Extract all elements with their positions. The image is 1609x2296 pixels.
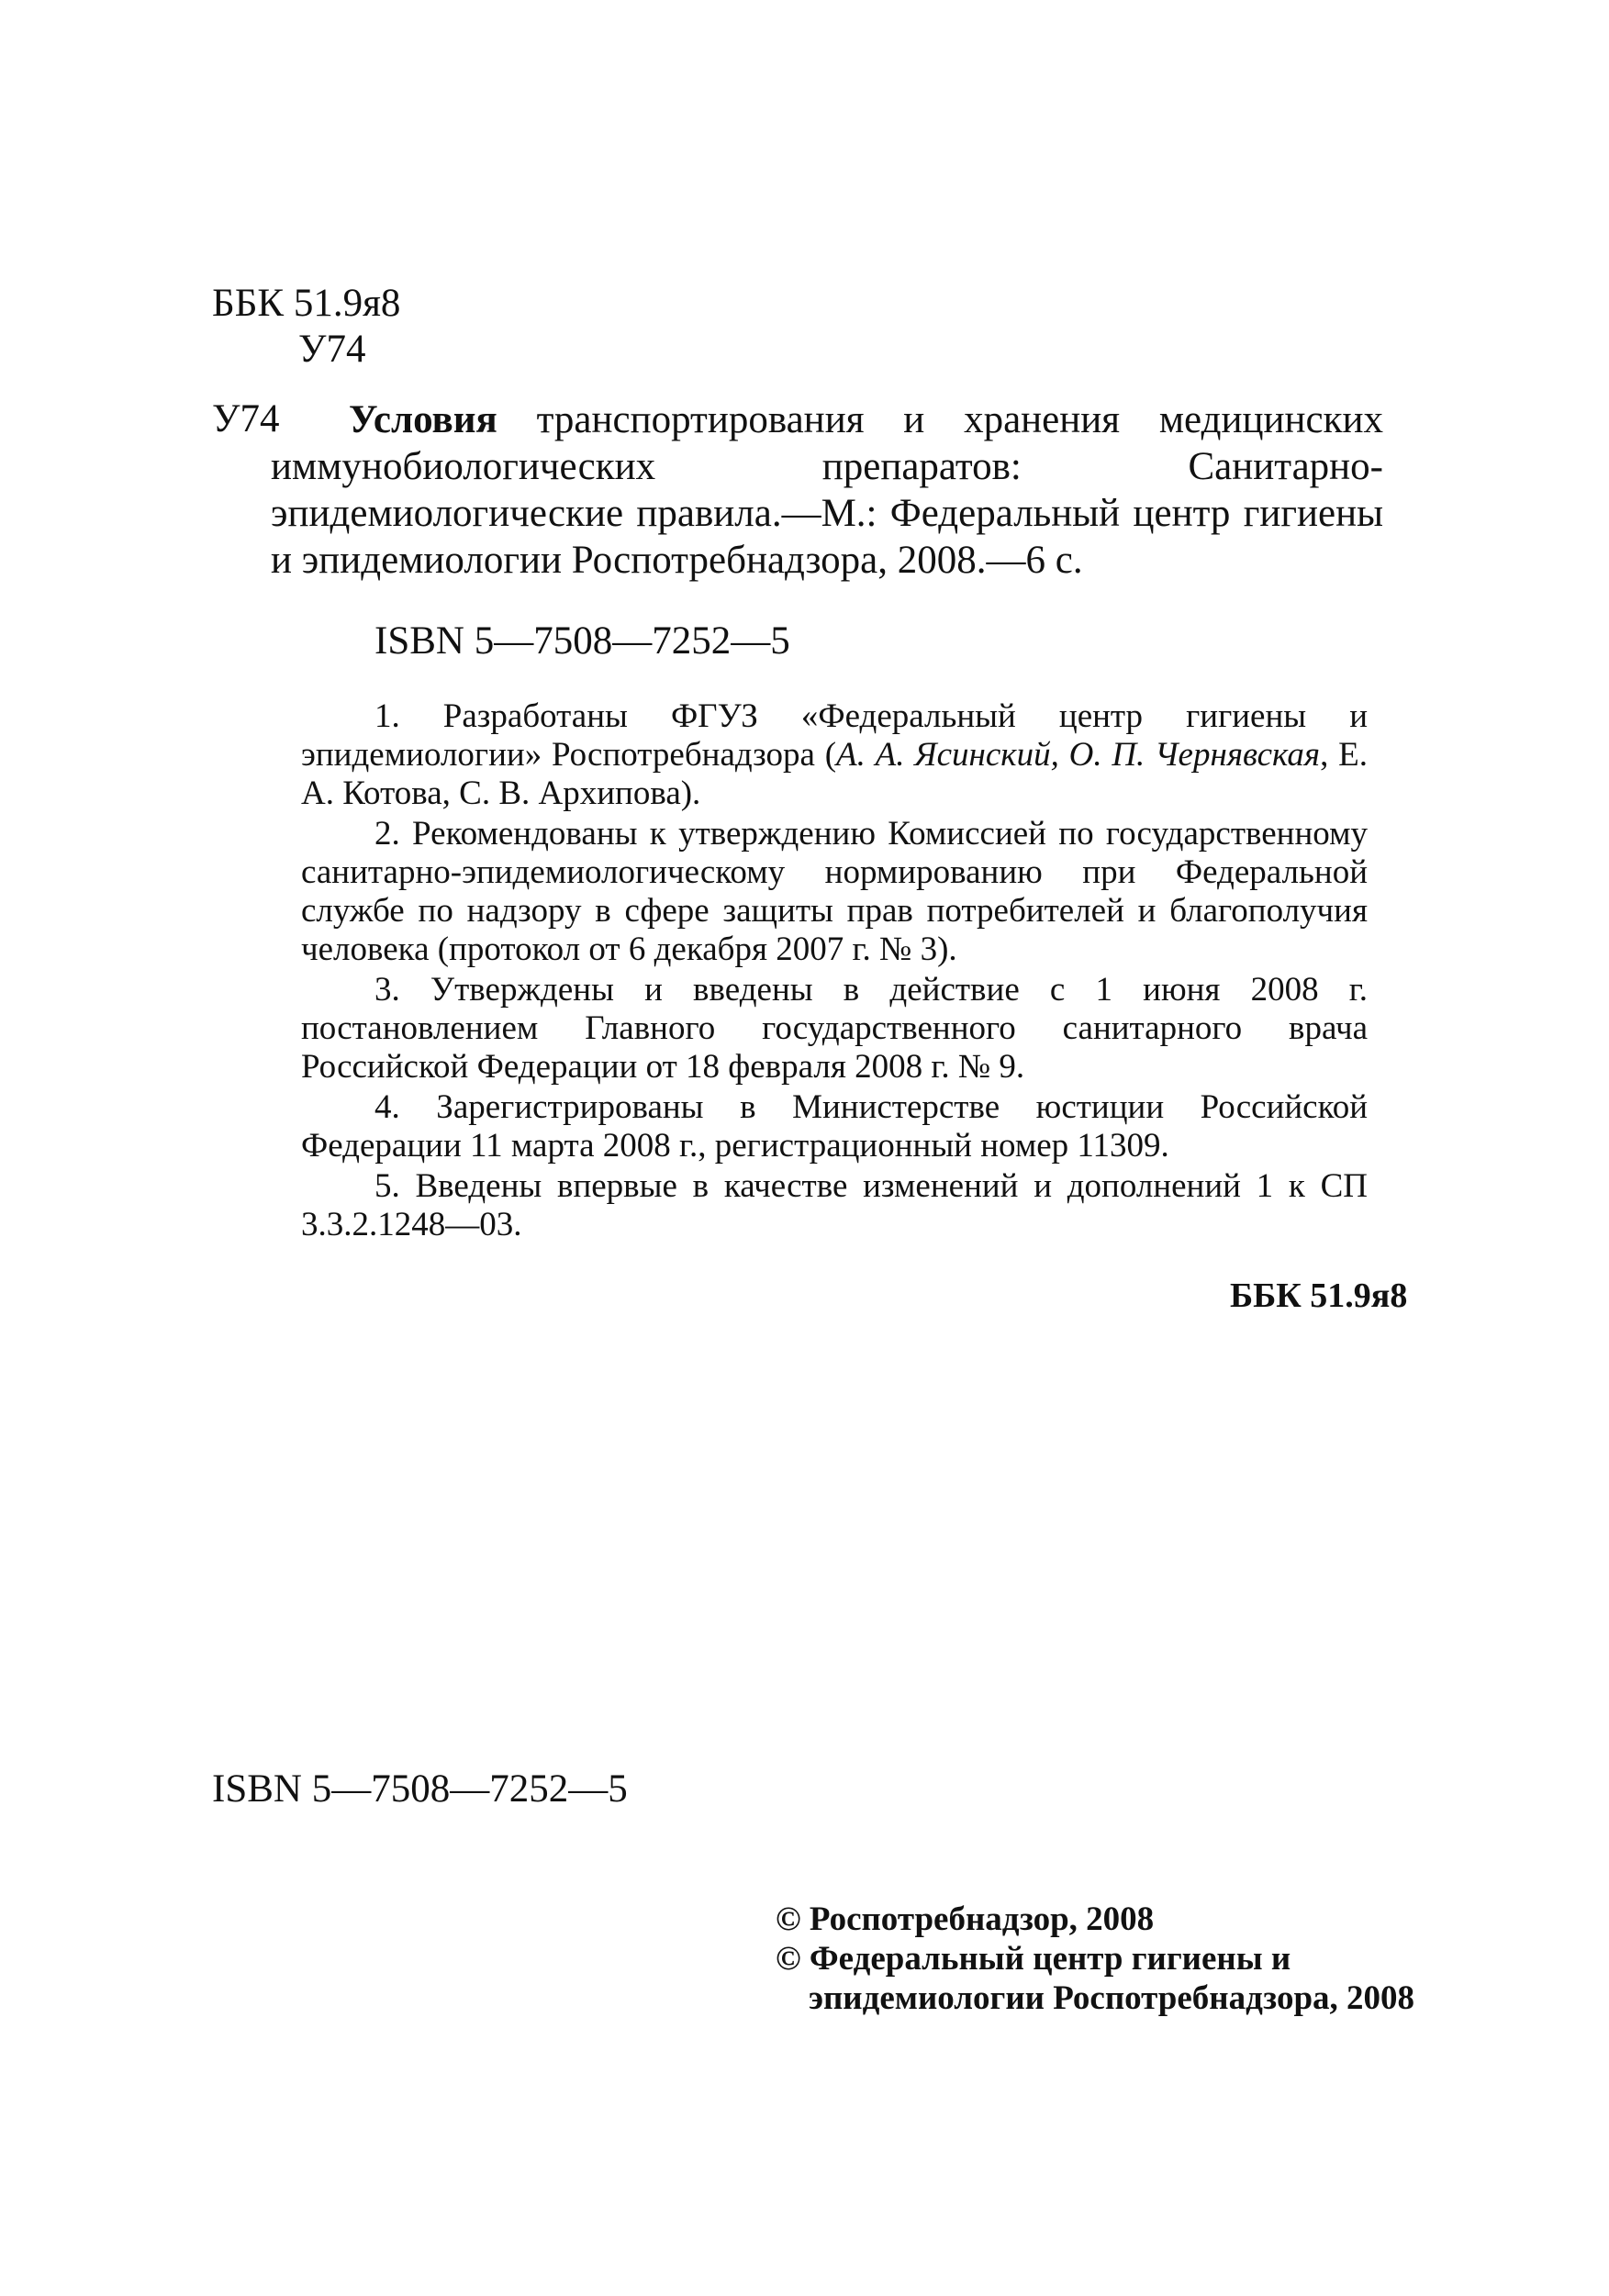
copyright-block	[776, 1900, 1414, 2018]
bbk-classification: ББК 51.9я8	[212, 282, 401, 325]
note-recommended: 2. Рекомендованы к утверждению Комиссией по государственному санитарно-эпидемиологическому нормированию при Федеральной службе по надзору в сфере защиты прав потребителей и благополучия человека (протокол от 6 декабря 2007 г. № 3).	[301, 815, 1368, 968]
copyright-line-3: эпидемиологии Роспотребнадзора, 2008	[809, 1979, 1415, 2017]
record-author-mark: У74	[212, 397, 280, 440]
record-title-rest: транспортирования и хранения медицинских иммунобиологических препаратов: Санитарно-эпидемиологические правила.—М.: Федеральный центр гигиены и эпидемиологии Роспотребнадзора, 2008.—6 с.	[271, 398, 1383, 582]
copyright-line-1: © Роспотребнадзор, 2008	[776, 1900, 1155, 1938]
note-introduced: 5. Введены впервые в качестве изменений и дополнений 1 к СП 3.3.2.1248—03.	[301, 1167, 1368, 1243]
note-approved: 3. Утверждены и введены в действие с 1 июня 2008 г. постановлением Главного государственного санитарного врача Российской Федерации от 18 февраля 2008 г. № 9.	[301, 971, 1368, 1086]
isbn-bottom: ISBN 5—7508—7252—5	[212, 1767, 628, 1811]
note-1-text-a: 1. Разработаны ФГУЗ «Федеральный центр гигиены и эпидемиологии» Роспотребнадзора (	[301, 697, 1368, 774]
isbn-record: ISBN 5—7508—7252—5	[374, 619, 790, 663]
bibliographic-record	[271, 396, 1383, 584]
note-registered: 4. Зарегистрированы в Министерстве юстиции Российской Федерации 11 марта 2008 г., регистрационный номер 11309.	[301, 1088, 1368, 1165]
author-mark: У74	[298, 328, 366, 371]
copyright-line-2: © Федеральный центр гигиены и	[776, 1940, 1291, 1978]
note-1-text-b: , Е. А. Котова, С. В. Архипова).	[301, 736, 1368, 812]
note-1-authors: А. А. Ясинский, О. П. Чернявская	[836, 736, 1321, 774]
note-developed-by	[301, 697, 1368, 813]
publication-notes	[301, 697, 1368, 1246]
record-title-lead: Условия	[349, 398, 497, 441]
bbk-classification-right: ББК 51.9я8	[1230, 1276, 1408, 1315]
